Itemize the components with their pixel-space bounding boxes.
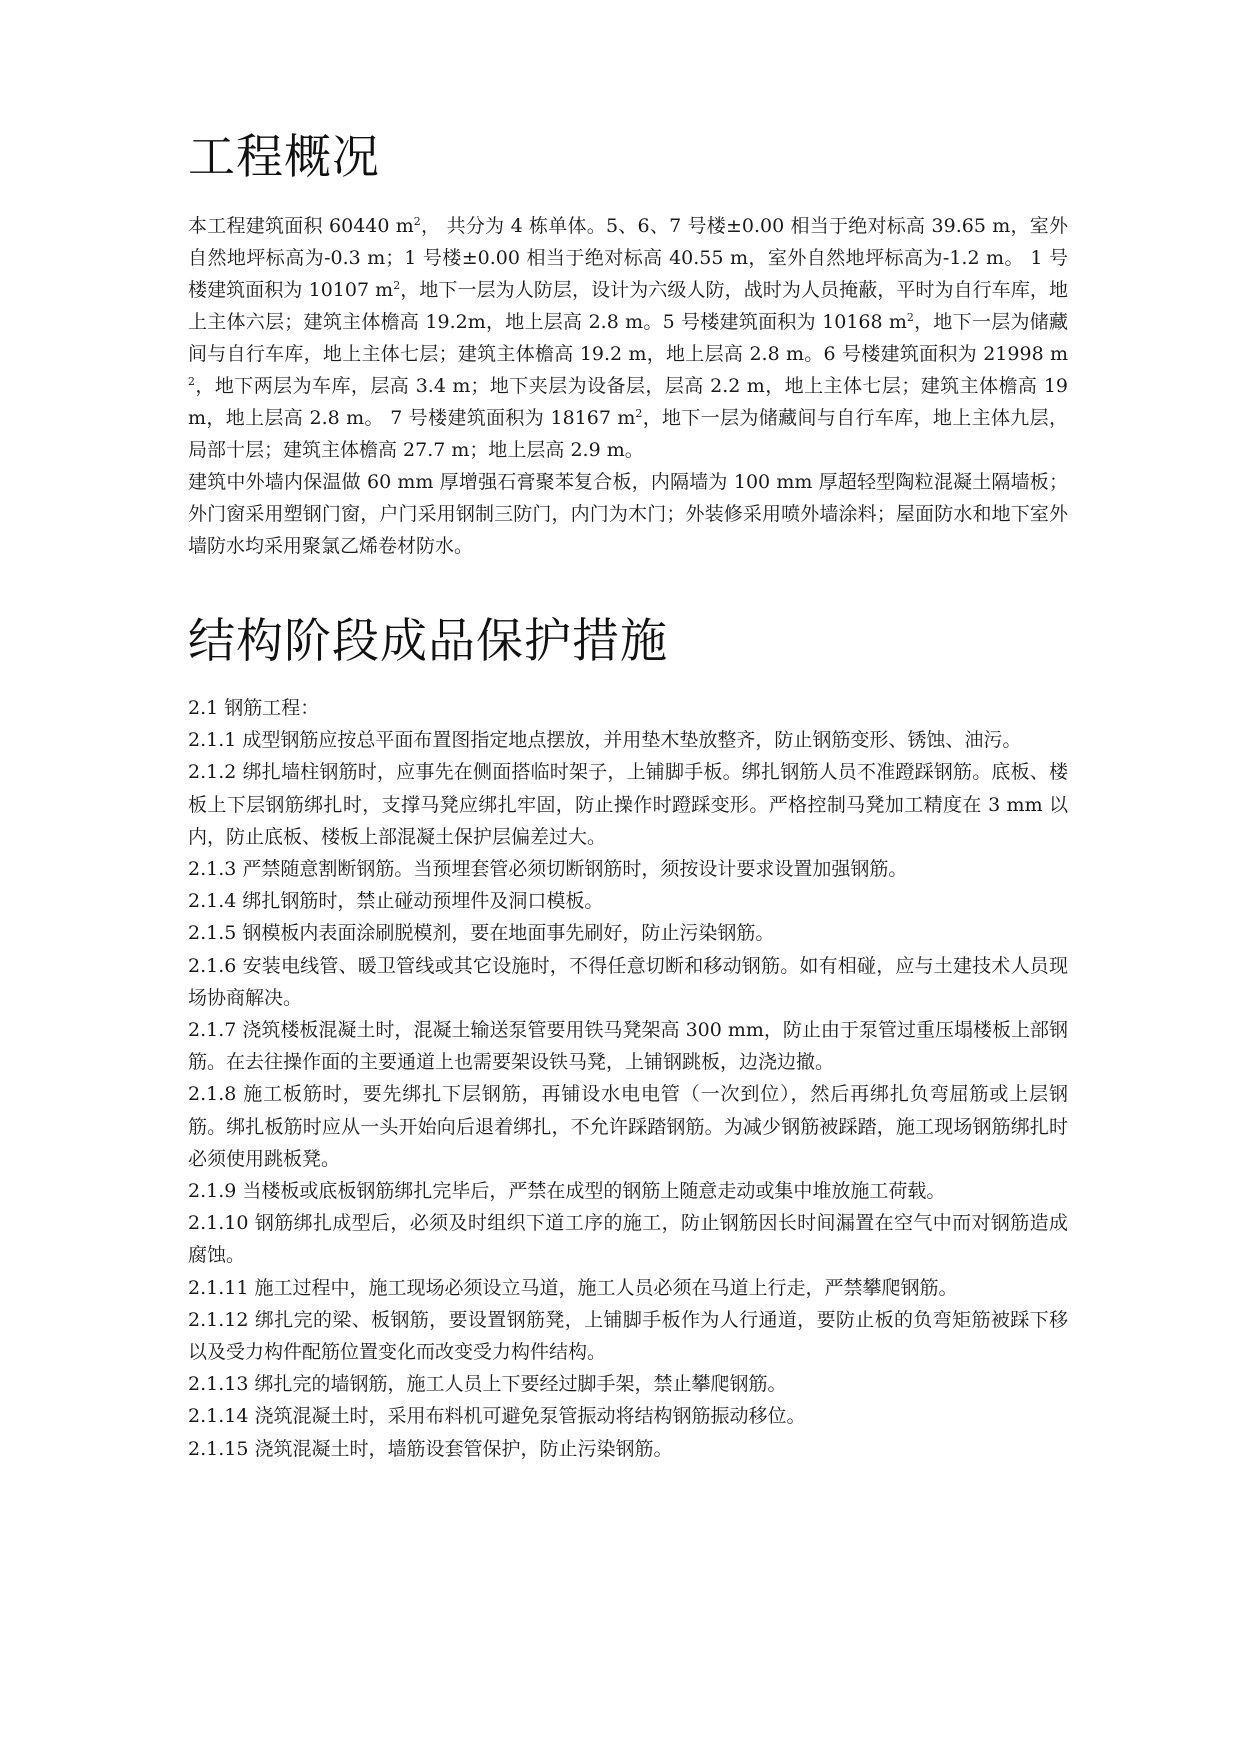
overview-text-d: ，地下一层为储藏间与自行车库，地上主体七层；建筑主体檐高 19.2 m，地上层高 2.8 m。6 号楼建筑面积为 21998 m — [188, 311, 1068, 365]
superscript-2: 2 — [906, 311, 914, 324]
insulation-paragraph: 建筑中外墙内保温做 60 mm 厚增强石膏聚苯复合板，内隔墙为 100 mm 厚超轻型陶粒混凝土隔墙板；外门窗采用塑钢门窗，户门采用钢制三防门，内门为木门；外装修采用喷外墙涂料；屋面防水和地下室外墙防水均采用聚氯乙烯卷材防水。 — [188, 471, 1068, 557]
list-item: 2.1 钢筋工程： — [188, 697, 320, 719]
list-item: 2.1.4 绑扎钢筋时，禁止碰动预埋件及洞口模板。 — [188, 890, 604, 913]
superscript-2: 2 — [635, 407, 643, 420]
list-item: 2.1.6 安装电线管、暖卫管线或其它设施时，不得任意切断和移动钢筋。如有相碰，应与土建技术人员现场协商解决。 — [188, 954, 1068, 1009]
list-item: 2.1.8 施工板筋时，要先绑扎下层钢筋，再铺设水电电管（一次到位），然后再绑扎负弯屈筋或上层钢筋。绑扎板筋时应从一头开始向后退着绑扎，不允许踩踏钢筋。为减少钢筋被踩踏，施工现场钢筋绑扎时必须使用跳板凳。 — [188, 1083, 1068, 1170]
list-item: 2.1.13 绑扎完的墙钢筋，施工人员上下要经过脚手架，禁止攀爬钢筋。 — [188, 1373, 787, 1396]
list-item: 2.1.9 当楼板或底板钢筋绑扎完毕后，严禁在成型的钢筋上随意走动或集中堆放施工荷载。 — [188, 1180, 946, 1203]
list-item: 2.1.15 浇筑混凝土时，墙筋设套管保护，防止污染钢筋。 — [188, 1437, 673, 1460]
list-item: 2.1.5 钢模板内表面涂刷脱模剂，要在地面事先刷好，防止污染钢筋。 — [188, 922, 775, 945]
superscript-2: 2 — [188, 375, 195, 388]
superscript-2: 2 — [393, 279, 401, 292]
measures-list — [188, 692, 1068, 1465]
overview-heading: 工程概况 — [188, 130, 380, 185]
overview-text-c: ，地下一层为人防层，设计为六级人防，战时为人员掩蔽，平时为自行车库，地上主体六层；建筑主体檐高 19.2m，地上层高 2.8 m。5 号楼建筑面积为 10168 m — [188, 279, 1068, 333]
superscript-2: 2 — [413, 215, 421, 228]
list-item: 2.1.3 严禁随意割断钢筋。当预埋套管必须切断钢筋时，须按设计要求设置加强钢筋。 — [188, 858, 908, 881]
overview-text-a: 本工程建筑面积 60440 m — [188, 215, 414, 237]
list-item: 2.1.10 钢筋绑扎成型后，必须及时组织下道工序的施工，防止钢筋因长时间漏置在空气中而对钢筋造成腐蚀。 — [188, 1212, 1068, 1267]
overview-paragraph — [188, 210, 1068, 466]
overview-text-e: ，地下两层为车库，层高 3.4 m；地下夹层为设备层，层高 2.2 m，地上主体七层；建筑主体檐高 19 m，地上层高 2.8 m。 7 号楼建筑面积为 18167 m — [188, 375, 1068, 429]
list-item: 2.1.11 施工过程中，施工现场必须设立马道，施工人员必须在马道上行走，严禁攀爬钢筋。 — [188, 1276, 958, 1299]
list-item: 2.1.14 浇筑混凝土时，采用布料机可避免泵管振动将结构钢筋振动移位。 — [188, 1405, 806, 1428]
overview-text-f: ，地下一层为储藏间与自行车库，地上主体九层，局部十层；建筑主体檐高 27.7 m；地上层高 2.9 m。 — [188, 407, 1068, 461]
document-page — [188, 128, 1068, 1465]
list-item: 2.1.1 成型钢筋应按总平面布置图指定地点摆放，并用垫木垫放整齐，防止钢筋变形、锈蚀、油污。 — [188, 729, 1022, 752]
list-item: 2.1.7 浇筑楼板混凝土时，混凝土输送泵管要用铁马凳架高 300 mm，防止由于泵管过重压塌楼板上部钢筋。在去往操作面的主要通道上也需要架设铁马凳，上铺钢跳板，边浇边撤。 — [188, 1019, 1068, 1074]
list-item: 2.1.2 绑扎墙柱钢筋时，应事先在侧面搭临时架子，上铺脚手板。绑扎钢筋人员不准蹬踩钢筋。底板、楼板上下层钢筋绑扎时，支撑马凳应绑扎牢固，防止操作时蹬踩变形。严格控制马凳加工精度在 3 mm 以内，防止底板、楼板上部混凝土保护层偏差过大。 — [188, 761, 1068, 848]
overview-text-b: ， 共分为 4 栋单体。5、6、7 号楼±0.00 相当于绝对标高 39.65 m，室外自然地坪标高为-0.3 m；1 号楼±0.00 相当于绝对标高 40.55 m，室外自然地坪标高为-1.2 m。 1 号楼建筑面积为 10107 m — [188, 215, 1068, 301]
list-item: 2.1.12 绑扎完的梁、板钢筋，要设置钢筋凳，上铺脚手板作为人行通道，要防止板的负弯矩筋被踩下移以及受力构件配筋位置变化而改变受力构件结构。 — [188, 1308, 1068, 1364]
structure-heading: 结构阶段成品保护措施 — [188, 614, 668, 669]
